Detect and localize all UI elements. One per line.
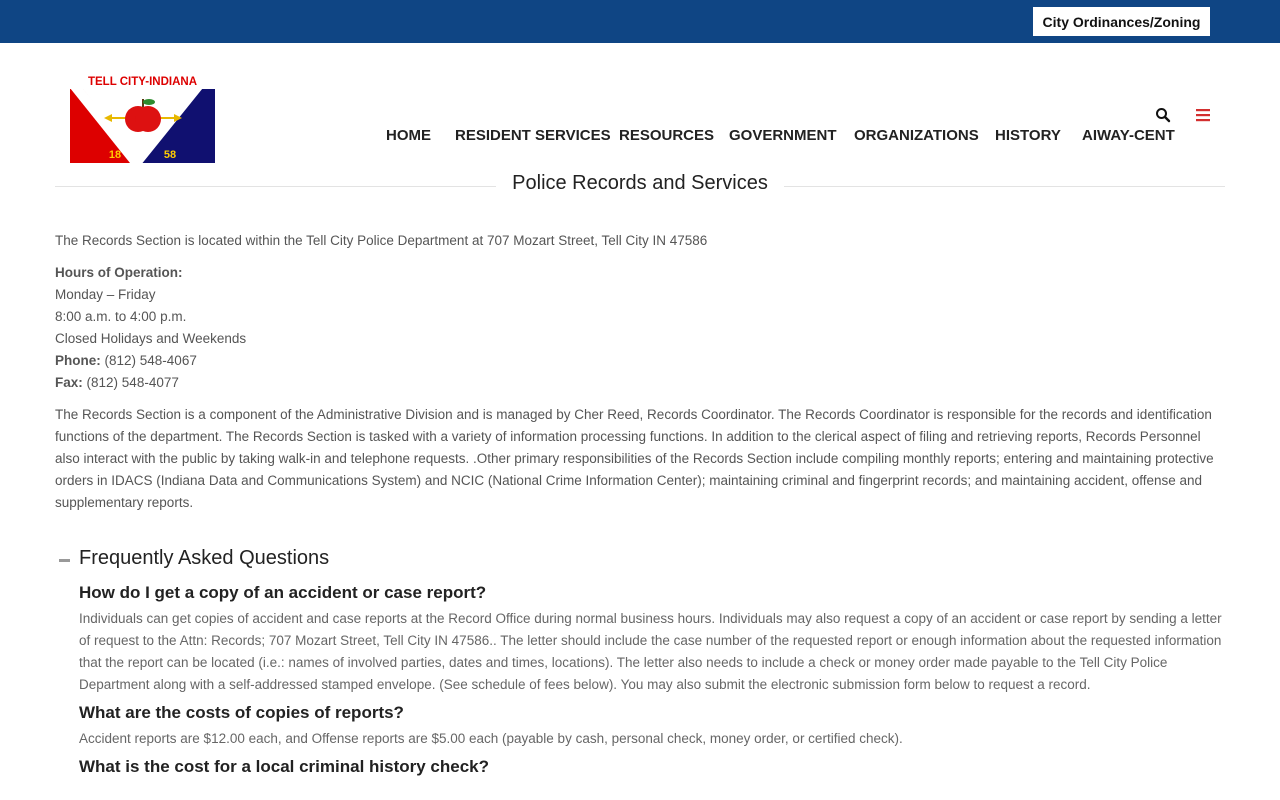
logo-year-right: 58 — [163, 149, 177, 161]
nav-item-resident-services[interactable]: RESIDENT SERVICES — [455, 127, 611, 144]
faq-answer: Individuals can get copies of accident and case reports at the Record Office during normal business hours. Individuals may also request a copy of an accident or case report by sending a letter of request to the Attn: Records; 707 Mozart Street, Tell City IN 47586.. The letter should include the case number of the requested report or enough information about the requested information that the report can be located (i.e.: names of involved parties, dates and times, locations). The letter also needs to include a check or money order made payable to the Tell City Police Department along with a self-addressed stamped envelope. (See schedule of fees below). You may also submit the electronic submission form below to request a record. — [79, 611, 1222, 692]
top-bar — [0, 0, 1280, 43]
logo-text: TELL CITY-INDIANA — [87, 76, 198, 88]
fax-label: Fax: — [55, 375, 83, 390]
faq-section — [55, 546, 1227, 782]
faq-question: What is the cost for a local criminal history check? — [79, 757, 490, 776]
fax-value: (812) 548-4077 — [86, 375, 179, 390]
tell-city-logo-icon — [70, 73, 215, 163]
nav-item-government[interactable]: GOVERNMENT — [729, 127, 837, 144]
logo-year-left: 18 — [108, 149, 122, 161]
faq-header[interactable] — [55, 546, 1227, 576]
nav-item-aiway-cent[interactable]: AIWAY-CENT — [1082, 127, 1175, 144]
nav-item-home[interactable]: HOME — [386, 127, 431, 144]
hours-closed: Closed Holidays and Weekends — [55, 331, 247, 346]
records-location-text: The Records Section is located within the Tell City Police Department at 707 Mozart Street, Tell City IN 47586 — [55, 233, 708, 248]
main-content — [55, 230, 1227, 524]
page-title-row — [55, 172, 1225, 200]
faq-answer: Accident reports are $12.00 each, and Offense reports are $5.00 each (payable by cash, personal check, money order, or certified check). — [79, 731, 903, 746]
records-description: The Records Section is a component of the Administrative Division and is managed by Cher Reed, Records Coordinator. The Records Coordinator is responsible for the records and identification functions of the department. The Records Section is tasked with a variety of information processing functions. In addition to the clerical aspect of filing and retrieving reports, Records Personnel also interact with the public by taking walk-in and telephone requests. .Other primary responsibilities of the Records Section include compiling monthly reports; entering and maintaining protective orders in IDACS (Indiana Data and Communications System) and NCIC (National Crime Information Center); maintaining criminal and fingerprint records; and maintaining accident, offense and supplementary reports. — [55, 407, 1214, 510]
city-logo[interactable] — [70, 73, 215, 163]
hamburger-menu-icon[interactable] — [1195, 108, 1211, 122]
nav-item-resources[interactable]: RESOURCES — [619, 127, 715, 144]
hours-days: Monday – Friday — [55, 287, 156, 302]
page-title: Police Records and Services — [496, 172, 784, 194]
nav-item-organizations[interactable]: ORGANIZATIONS — [854, 127, 979, 144]
phone-label: Phone: — [55, 353, 101, 368]
city-ordinances-zoning-button[interactable]: City Ordinances/Zoning — [1033, 7, 1210, 36]
faq-question: What are the costs of copies of reports? — [79, 703, 404, 722]
search-icon[interactable] — [1155, 107, 1171, 123]
nav-item-history[interactable]: HISTORY — [995, 127, 1061, 144]
phone-value: (812) 548-4067 — [104, 353, 197, 368]
faq-body — [55, 580, 1227, 780]
collapse-minus-icon[interactable] — [59, 559, 70, 562]
hours-block — [55, 262, 1227, 394]
hours-time: 8:00 a.m. to 4:00 p.m. — [55, 309, 187, 324]
faq-question: How do I get a copy of an accident or case report? — [79, 583, 487, 602]
faq-heading[interactable]: Frequently Asked Questions — [79, 547, 330, 569]
hours-label: Hours of Operation: — [55, 265, 183, 280]
